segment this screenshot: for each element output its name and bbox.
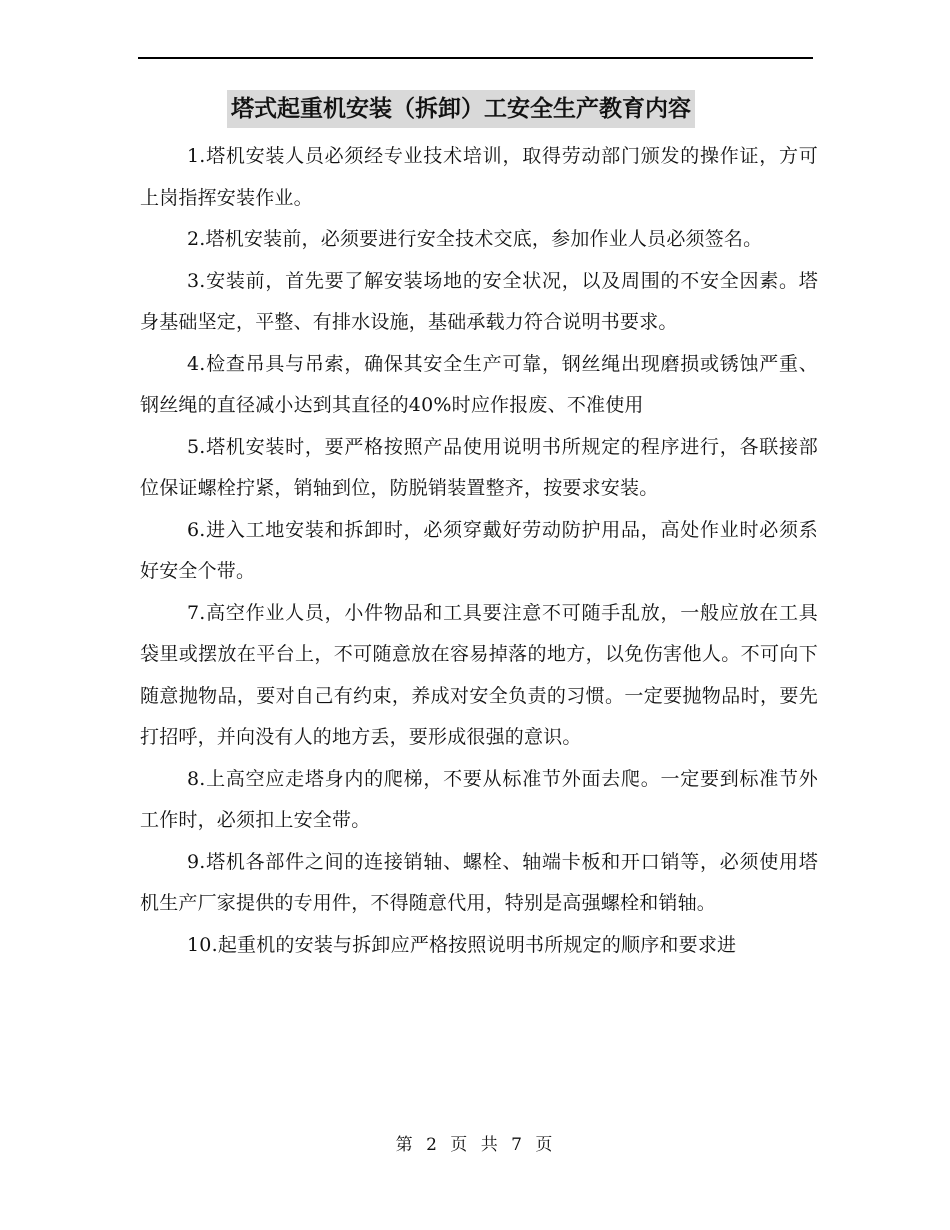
document-title: 塔式起重机安装（拆卸）工安全生产教育内容 [227, 90, 695, 128]
paragraph-3: 3.安装前，首先要了解安装场地的安全状况，以及周围的不安全因素。塔身基础坚定，平整、有排水设施，基础承载力符合说明书要求。 [140, 269, 818, 333]
paragraph-5: 5.塔机安装时，要严格按照产品使用说明书所规定的程序进行，各联接部位保证螺栓拧紧，销轴到位，防脱销装置整齐，按要求安装。 [140, 435, 818, 499]
page-number: 第 2 页 共 7 页 [395, 1135, 555, 1155]
paragraph-1: 1.塔机安装人员必须经专业技术培训，取得劳动部门颁发的操作证，方可上岗指挥安装作业。 [140, 145, 818, 209]
paragraph-2: 2.塔机安装前，必须要进行安全技术交底，参加作业人员必须签名。 [187, 228, 763, 250]
paragraph-6: 6.进入工地安装和拆卸时，必须穿戴好劳动防护用品，高处作业时必须系好安全个带。 [140, 518, 818, 582]
header-rule [138, 57, 813, 59]
paragraph-9: 9.塔机各部件之间的连接销轴、螺栓、轴端卡板和开口销等，必须使用塔机生产厂家提供的专用件，不得随意代用，特别是高强螺栓和销轴。 [140, 850, 818, 914]
paragraph-8: 8.上高空应走塔身内的爬梯，不要从标准节外面去爬。一定要到标准节外工作时，必须扣上安全带。 [140, 767, 818, 831]
paragraph-7: 7.高空作业人员，小件物品和工具要注意不可随手乱放，一般应放在工具袋里或摆放在平台上，不可随意放在容易掉落的地方，以免伤害他人。不可向下随意抛物品，要对自己有约束，养成对安全负责的习惯。一定要抛物品时，要先打招呼，并向没有人的地方丢，要形成很强的意识。 [140, 601, 818, 748]
document-body [140, 136, 818, 966]
paragraph-4: 4.检查吊具与吊索，确保其安全生产可靠，钢丝绳出现磨损或锈蚀严重、钢丝绳的直径减小达到其直径的40%时应作报废、不准使用 [140, 352, 818, 416]
paragraph-10: 10.起重机的安装与拆卸应严格按照说明书所规定的顺序和要求进 [187, 933, 737, 956]
